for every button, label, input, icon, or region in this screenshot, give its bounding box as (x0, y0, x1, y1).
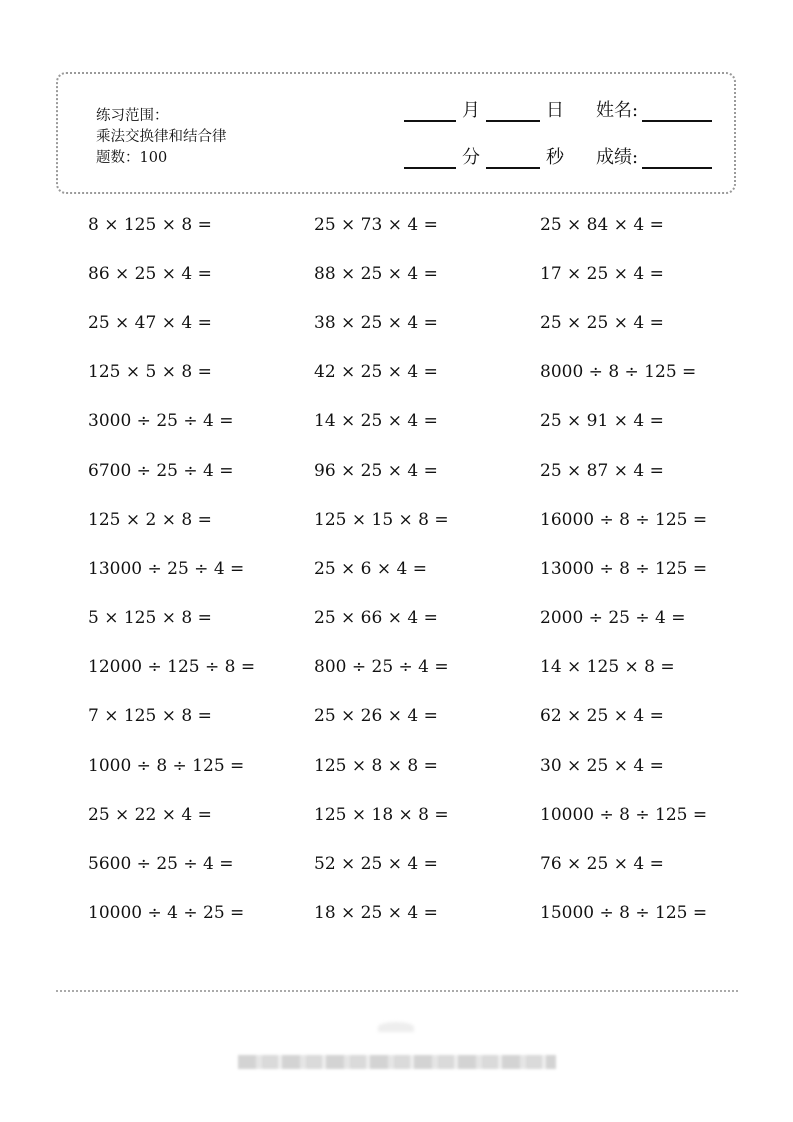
problem: 38 × 25 × 4 = (314, 312, 438, 333)
problem: 12000 ÷ 125 ÷ 8 = (88, 657, 256, 678)
problem: 3000 ÷ 25 ÷ 4 = (88, 411, 234, 432)
problem: 25 × 87 × 4 = (540, 460, 664, 481)
score-label: 成绩: (596, 147, 639, 168)
problem-row (88, 495, 768, 544)
problem: 25 × 73 × 4 = (314, 214, 438, 235)
footer-divider (56, 990, 738, 992)
problem: 86 × 25 × 4 = (88, 263, 212, 284)
problem: 10000 ÷ 8 ÷ 125 = (540, 804, 708, 825)
problem: 8000 ÷ 8 ÷ 125 = (540, 362, 697, 383)
month-blank[interactable] (404, 102, 456, 122)
problem: 52 × 25 × 4 = (314, 854, 438, 875)
problem-row (88, 348, 768, 397)
problem: 800 ÷ 25 ÷ 4 = (314, 657, 449, 678)
problem: 5600 ÷ 25 ÷ 4 = (88, 854, 234, 875)
problem: 17 × 25 × 4 = (540, 263, 664, 284)
problem-row (88, 594, 768, 643)
problem: 1000 ÷ 8 ÷ 125 = (88, 755, 245, 776)
problem-row (88, 692, 768, 741)
problem: 13000 ÷ 25 ÷ 4 = (88, 558, 245, 579)
minute-blank[interactable] (404, 149, 456, 169)
problem: 13000 ÷ 8 ÷ 125 = (540, 558, 708, 579)
name-blank[interactable] (642, 102, 712, 122)
worksheet-header (56, 72, 736, 194)
problem: 7 × 125 × 8 = (88, 706, 212, 727)
problem: 10000 ÷ 4 ÷ 25 = (88, 903, 245, 924)
problem-count: 题数：100 (96, 150, 168, 166)
problem-row (88, 790, 768, 839)
second-blank[interactable] (486, 149, 540, 169)
problem: 25 × 22 × 4 = (88, 804, 212, 825)
problem: 18 × 25 × 4 = (314, 903, 438, 924)
problem: 14 × 25 × 4 = (314, 411, 438, 432)
problem: 30 × 25 × 4 = (540, 755, 664, 776)
problem: 25 × 25 × 4 = (540, 312, 664, 333)
date-name-row (404, 98, 714, 122)
problem-row (88, 643, 768, 692)
problem: 25 × 84 × 4 = (540, 214, 664, 235)
problem-row (88, 298, 768, 347)
problem-row (88, 839, 768, 888)
problem: 42 × 25 × 4 = (314, 362, 438, 383)
problem: 25 × 66 × 4 = (314, 608, 438, 629)
fill-in-fields (404, 98, 714, 192)
problem: 2000 ÷ 25 ÷ 4 = (540, 608, 686, 629)
problem-grid (88, 200, 768, 938)
problem-row (88, 249, 768, 298)
problem: 5 × 125 × 8 = (88, 608, 212, 629)
score-blank[interactable] (642, 149, 712, 169)
problem-row (88, 741, 768, 790)
time-score-row (404, 145, 714, 169)
blurred-footer-text (238, 1055, 556, 1069)
problem: 25 × 6 × 4 = (314, 558, 428, 579)
problem: 25 × 91 × 4 = (540, 411, 664, 432)
problem: 15000 ÷ 8 ÷ 125 = (540, 903, 708, 924)
problem: 125 × 15 × 8 = (314, 509, 449, 530)
problem: 125 × 18 × 8 = (314, 804, 449, 825)
problem-row (88, 397, 768, 446)
problem: 16000 ÷ 8 ÷ 125 = (540, 509, 708, 530)
problem-row (88, 889, 768, 938)
day-label: 日 (546, 100, 564, 121)
problem: 8 × 125 × 8 = (88, 214, 212, 235)
problem: 6700 ÷ 25 ÷ 4 = (88, 460, 234, 481)
problem: 125 × 5 × 8 = (88, 362, 212, 383)
problem-row (88, 446, 768, 495)
problem: 96 × 25 × 4 = (314, 460, 438, 481)
problem: 76 × 25 × 4 = (540, 854, 664, 875)
blurred-logo (378, 1022, 414, 1032)
problem: 125 × 2 × 8 = (88, 509, 212, 530)
practice-range-label: 练习范围： (96, 108, 169, 124)
problem: 125 × 8 × 8 = (314, 755, 438, 776)
problem: 62 × 25 × 4 = (540, 706, 664, 727)
name-label: 姓名: (596, 100, 639, 121)
minute-label: 分 (462, 147, 480, 168)
day-blank[interactable] (486, 102, 540, 122)
problem: 25 × 26 × 4 = (314, 706, 438, 727)
practice-topic: 乘法交换律和结合律 (96, 129, 227, 145)
problem: 25 × 47 × 4 = (88, 312, 212, 333)
problem: 14 × 125 × 8 = (540, 657, 675, 678)
worksheet-info (96, 106, 227, 169)
problem: 88 × 25 × 4 = (314, 263, 438, 284)
second-label: 秒 (546, 147, 564, 168)
month-label: 月 (462, 100, 480, 121)
problem-row (88, 200, 768, 249)
problem-row (88, 544, 768, 593)
